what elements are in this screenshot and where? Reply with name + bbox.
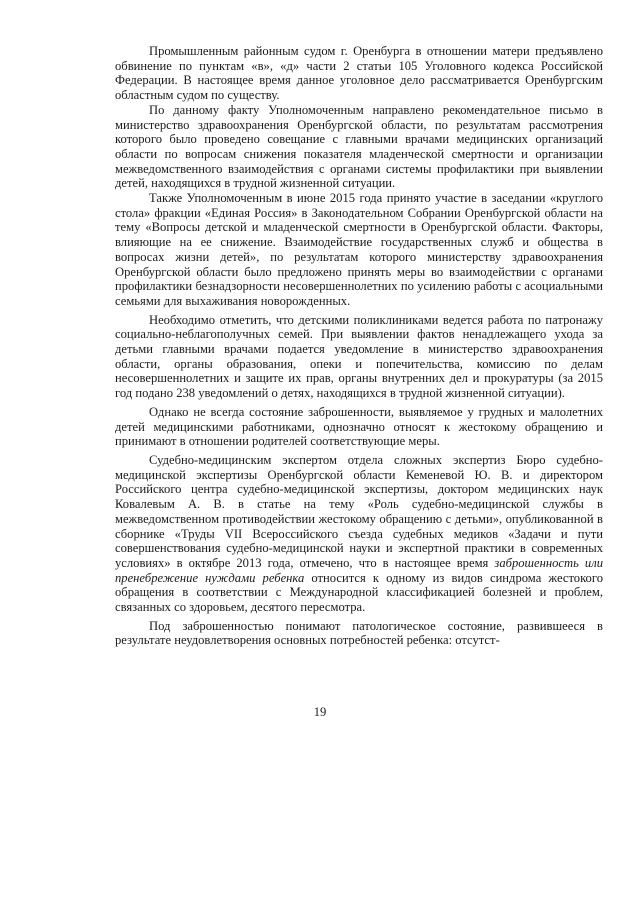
paragraph-forensic-expert [115, 453, 603, 615]
paragraph-neglect-definition: Под заброшенностью понимают патологическое состояние, развившееся в результате неудовлетворения основных потребностей ребенка: отсутст- [115, 618, 603, 648]
paragraph-round-table: Также Уполномоченным в июне 2015 года принято участие в заседании «круглого стола» фракции «Единая Россия» в Законодательном Собрании Оренбургской области на тему «Вопросы детской и младенческой смертности в Оренбургской области. Факторы, влияющие на ее снижение. Взаимодействие государственных служб и общества в вопросах жизни детей», по результатам которого министерству здравоохранения Оренбургской области было предложено принять меры во взаимодействии с органами профилактики безнадзорности несовершеннолетних по усилению работы с асоциальными семьями для выхаживания новорожденных. [115, 191, 603, 308]
paragraph-forensic-expert-text-2: относится к одному из видов синдрома жестокого обращения в соответствии с Международной классификацией болезней и проблем, связанных со здоровьем, десятого пересмотра. [115, 570, 603, 615]
paragraph-recommendation-letter: По данному факту Уполномоченным направлено рекомендательное письмо в министерство здравоохранения Оренбургской области, по результатам рассмотрения которого было проведено совещание с главными врачами медицинских организаций области по вопросам снижения показателя младенческой смертности и организации межведомственного взаимодействия с органами системы профилактики при выявлении детей, находящихся в трудной жизненной ситуации. [115, 102, 603, 191]
paragraph-forensic-expert-emphasis: заброшенность или пренебрежение нуждами ребенка [115, 555, 603, 585]
paragraph-court-indictment: Промышленным районным судом г. Оренбурга в отношении матери предъявлено обвинение по пунктам «в», «д» части 2 статьи 105 Уголовного кодекса Российской Федерации. В настоящее время данное уголовное дело рассматривается Оренбургским областным судом по существу. [115, 44, 603, 103]
paragraph-forensic-expert-text-1: Судебно-медицинским экспертом отдела сложных экспертиз Бюро судебно-медицинской экспертизы Оренбургской области Кеменевой Ю. В. и директором Российского центра судебно-медицинской экспертизы, доктором медицинских наук Ковалевым А. В. в статье на тему «Роль судебно-медицинской службы в межведомственном противодействии жестокому обращению с детьми», опубликованной в сборнике «Труды VII Всероссийского съезда судебных медиков «Задачи и пути совершенствования судебно-медицинской науки и экспертной практики в современных условиях» в октябре 2013 года, отмечено, что в настоящее время [115, 452, 603, 570]
page-number: 19 [313, 705, 327, 719]
paragraph-polyclinics: Необходимо отметить, что детскими поликлиниками ведется работа по патронажу социально-неблагополучных семей. При выявлении фактов ненадлежащего ухода за детьми главными врачами подается уведомление в министерство здравоохранения области, органы образования, опеки и попечительства, комиссию по делам несовершеннолетних и защите их прав, органы внутренних дел и прокуратуры (за 2015 год подано 238 уведомлений о детях, находящихся в трудной жизненной ситуации). [115, 312, 603, 401]
paragraph-neglect-state: Однако не всегда состояние заброшенности, выявляемое у грудных и малолетних детей медицинскими работниками, однозначно относят к жестокому обращению и принимают в отношении родителей соответствующие меры. [115, 404, 603, 449]
body-text [115, 44, 603, 648]
